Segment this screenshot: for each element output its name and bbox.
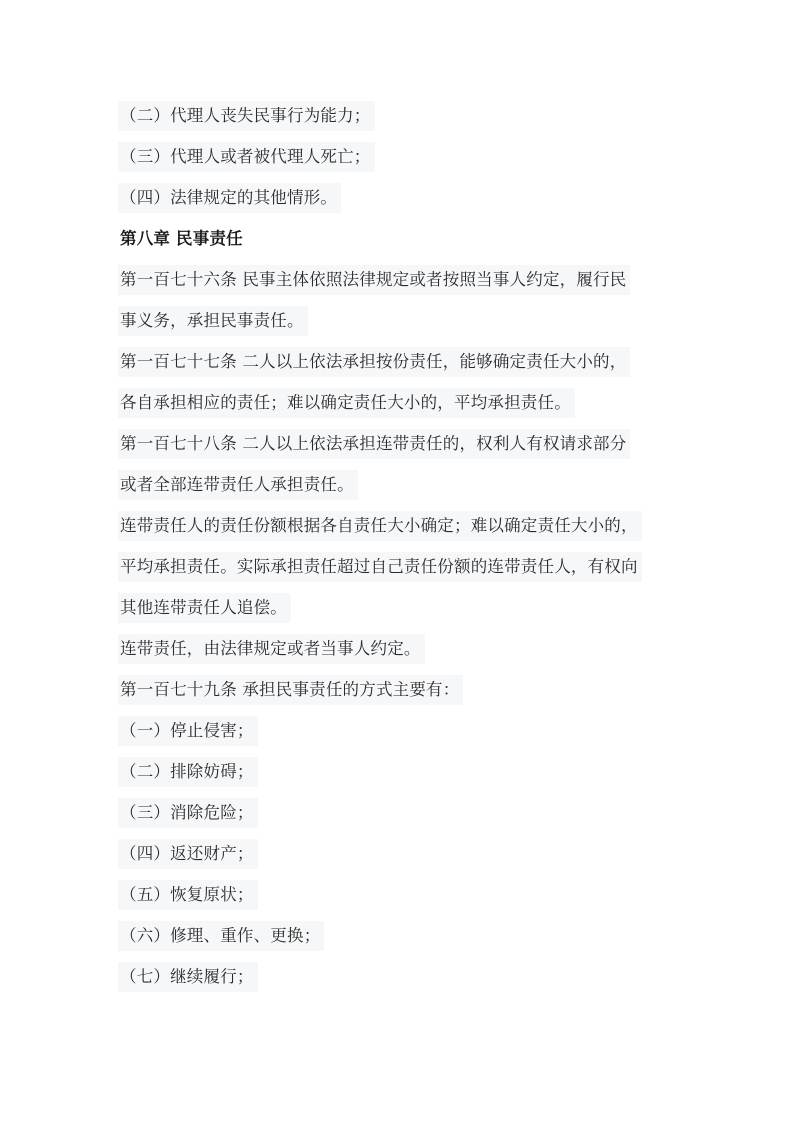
line-text: （三）消除危险； bbox=[118, 798, 258, 828]
text-line bbox=[120, 142, 680, 183]
text-line bbox=[120, 470, 680, 511]
list-item bbox=[120, 757, 680, 798]
chapter-title: 第八章 民事责任 bbox=[120, 229, 243, 248]
line-text: （七）继续履行； bbox=[118, 962, 258, 992]
text-line bbox=[120, 101, 680, 142]
chapter-heading bbox=[120, 224, 680, 265]
text-line bbox=[120, 552, 680, 593]
list-item bbox=[120, 921, 680, 962]
text-line bbox=[120, 183, 680, 224]
list-item bbox=[120, 839, 680, 880]
line-text: 第一百七十九条 承担民事责任的方式主要有： bbox=[118, 675, 463, 705]
text-line bbox=[120, 429, 680, 470]
line-text: 第一百七十六条 民事主体依照法律规定或者按照当事人约定，履行民 bbox=[118, 265, 630, 295]
line-text: 第一百七十七条 二人以上依法承担按份责任，能够确定责任大小的， bbox=[118, 347, 630, 377]
line-text: （五）恢复原状； bbox=[118, 880, 258, 910]
line-text: （六）修理、重作、更换； bbox=[118, 921, 324, 951]
line-text: 连带责任人的责任份额根据各自责任大小确定；难以确定责任大小的， bbox=[118, 511, 642, 541]
line-text: （二）代理人丧失民事行为能力； bbox=[118, 101, 375, 131]
line-text: （二）排除妨碍； bbox=[118, 757, 258, 787]
line-text: 第一百七十八条 二人以上依法承担连带责任的，权利人有权请求部分 bbox=[118, 429, 630, 459]
text-line bbox=[120, 388, 680, 429]
list-item bbox=[120, 880, 680, 921]
line-text: 或者全部连带责任人承担责任。 bbox=[118, 470, 358, 500]
text-line bbox=[120, 593, 680, 634]
line-text: （四）法律规定的其他情形。 bbox=[118, 183, 341, 213]
text-line bbox=[120, 265, 680, 306]
line-text: 其他连带责任人追偿。 bbox=[118, 593, 291, 623]
line-text: 平均承担责任。实际承担责任超过自己责任份额的连带责任人，有权向 bbox=[118, 552, 642, 582]
text-line bbox=[120, 347, 680, 388]
line-text: （三）代理人或者被代理人死亡； bbox=[118, 142, 375, 172]
list-item bbox=[120, 798, 680, 839]
text-line bbox=[120, 634, 680, 675]
text-line bbox=[120, 675, 680, 716]
text-line bbox=[120, 306, 680, 347]
line-text: 事义务，承担民事责任。 bbox=[118, 306, 308, 336]
text-line bbox=[120, 511, 680, 552]
line-text: 各自承担相应的责任；难以确定责任大小的，平均承担责任。 bbox=[118, 388, 575, 418]
list-item bbox=[120, 962, 680, 1003]
document-body bbox=[120, 101, 680, 1003]
line-text: （四）返还财产； bbox=[118, 839, 258, 869]
list-item bbox=[120, 716, 680, 757]
line-text: （一）停止侵害； bbox=[118, 716, 258, 746]
line-text: 连带责任，由法律规定或者当事人约定。 bbox=[118, 634, 425, 664]
